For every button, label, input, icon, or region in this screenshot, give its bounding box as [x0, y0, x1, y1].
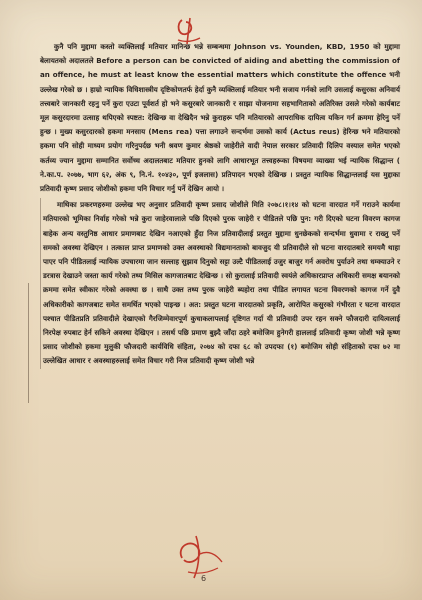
- body-paragraph-2: माथिका प्रकरणहरुमा उल्लेख भए अनुसार प्रतिवादी कृष्ण प्रसाद जोशीले मिति २०७८।१।१४ को घटना वारदात गर्ने गराउने कार्यमा मतियारको भूमिका निर्वाह गरेको भन्ने कुरा जाहेरवालाले पछि दिएको पुरक जाहेरी र पीडितले पछि पुन: गरी दिएको घटना विवरण कागज बाहेक अन्य वस्तुनिष्ठ आधार प्रमाणबाट देखिन नआएको हुँदा निज प्रतिवादीलाई प्रस्तुत मुद्दामा धुनछेकको सन्दर्भमा धुवामा र राख्नु पर्ने समको अवस्था देखिएन । तत्काल प्राप्त प्रमाणको उक्त अवस्थाको विद्यमानताको बावजुद यी प्रतिवादीले सो घटना वारदातबारे समयमै थाहा पाएर पनि पीडितलाई न्यायिक उपचारमा जान सल्लाह सुझाव दिनुको सट्टा उल्टै पीडितलाई उजुर बाजुर गर्न अवरोध पुर्याउने तथा धम्क्याउने र डरत्रास देखाउने जस्ता कार्य गरेको तथ्य मिसिल कागजातबाट देखिन्छ । सो कुरालाई प्रतिवादी स्वयंले अधिकारप्राप्त अधिकारी समक्ष बयानको क्रममा समेत स्वीकार गरेको अवस्था छ । साथै उक्त तथ्य पुरक जाहेरी ब्यहोरा तथा पीडित लगायत घटना विवरणको कागज गर्ने दुवै अधिकारीको कागजबाट समेत समर्थित भएको पाइन्छ । अत: प्रस्तुत घटना वारदातको प्रकृति, आरोपित कसुरको गंभीरता र घटना वारदात पश्चात पीडितप्रति प्रतिवादीले देखाएको गैरजिम्मेवारपूर्ण कुचाकलापलाई दृष्टिगत गर्दा यी प्रतिवादी उपर रहन सक्ने फौजदारी दायित्वलाई निरपेक्ष रुपबाट हेर्न सकिने अवस्था देखिएन । तसर्थ पछि प्रमाण बुझ्दै जाँदा ठहरे बमोजिम हुनेगरी हाललाई प्रतिवादी कृष्ण जोशी भन्ने कृष्ण प्रसाद जोशीको हकमा मुलुकी फौजदारी कार्यविधि संहिता, २०७४ को दफा ६८ को उपदफा (१) बमोजिम सोही संहिताको दफा ७२ मा उल्लेखित आधार र अवस्थाहरुलाई समेत विचार गरी निज प्रतिवादी कृष्ण जोशी भन्ने: [40, 198, 400, 368]
- margin-line: [28, 283, 29, 403]
- signature-mark-icon: [170, 524, 230, 584]
- body-paragraph-1: कुनै पनि मुद्दामा कस्तो व्यक्तिलाई मतियार मानिन्छ भन्ने सम्बन्धमा Johnson vs. Younden, KBD, 1950 को मुद्दामा बेलायतको अदालतले Before a person can be convicted of aiding and abetting the commission of an offence, he must at least know the essential matters which constitute the offence भनी उल्लेख गरेको छ । हाम्रो न्यायिक विधिशास्त्रीय दृष्टिकोणतर्फ हेर्दा कुनै व्यक्तिलाई मतियार भनी सजाय गर्नको लागि उसलाई कसुरका अनिवार्य तत्त्वबारे जानकारी रहनु पर्ने कुरा एउटा पूर्वशर्त हो भने कसुरबारे जानकारी र साझा योजनामा सहभागिताको अतिरिक्त उसले गरेको कार्यबाट मूल कसुरदारमा उत्साह थपिएको स्पष्टत: देखिन्छ वा देखिदैन भन्ने कुराहरू पनि मतियारको आपराधिक दायित्व यकिन गर्न क्रममा हेरिनु पर्ने हुन्छ । मुख्य कसुरदारको हकमा मनसाय (Mens rea) पत्ता लगाउने सन्दर्भमा उसको कार्य (Actus reus) हेरिन्छ भने मतियारको हकमा पनि सोही माध्यम प्रयोग गरिनुपर्दछ भनी श्रवण कुमार श्रेष्ठको जाहेरीले वादी नेपाल सरकार प्रतिवादी दिलिप वस्याल समेत भएको कर्तव्य ज्यान मुद्दामा सम्मानित सर्वोच्च अदालतबाट मतियार हुनको लागि आधारभूत तत्त्वहरूका विषयमा व्याख्या भई न्यायिक सिद्धान्त ( ने.का.प. २०७७, भाग ६२, अंक ९, नि.नं. १०४३०, पूर्ण इजलास) प्रतिपादन भएको देखिन्छ । प्रस्तुत न्यायिक सिद्धान्तलाई यस मुद्दाका प्रतिवादी कृष्ण प्रसाद जोशीको हकमा पनि विचार गर्नु पर्ने देखिन आयो ।: [40, 42, 400, 194]
- page-number: 6: [201, 574, 207, 583]
- handwritten-mark-icon: [168, 14, 208, 48]
